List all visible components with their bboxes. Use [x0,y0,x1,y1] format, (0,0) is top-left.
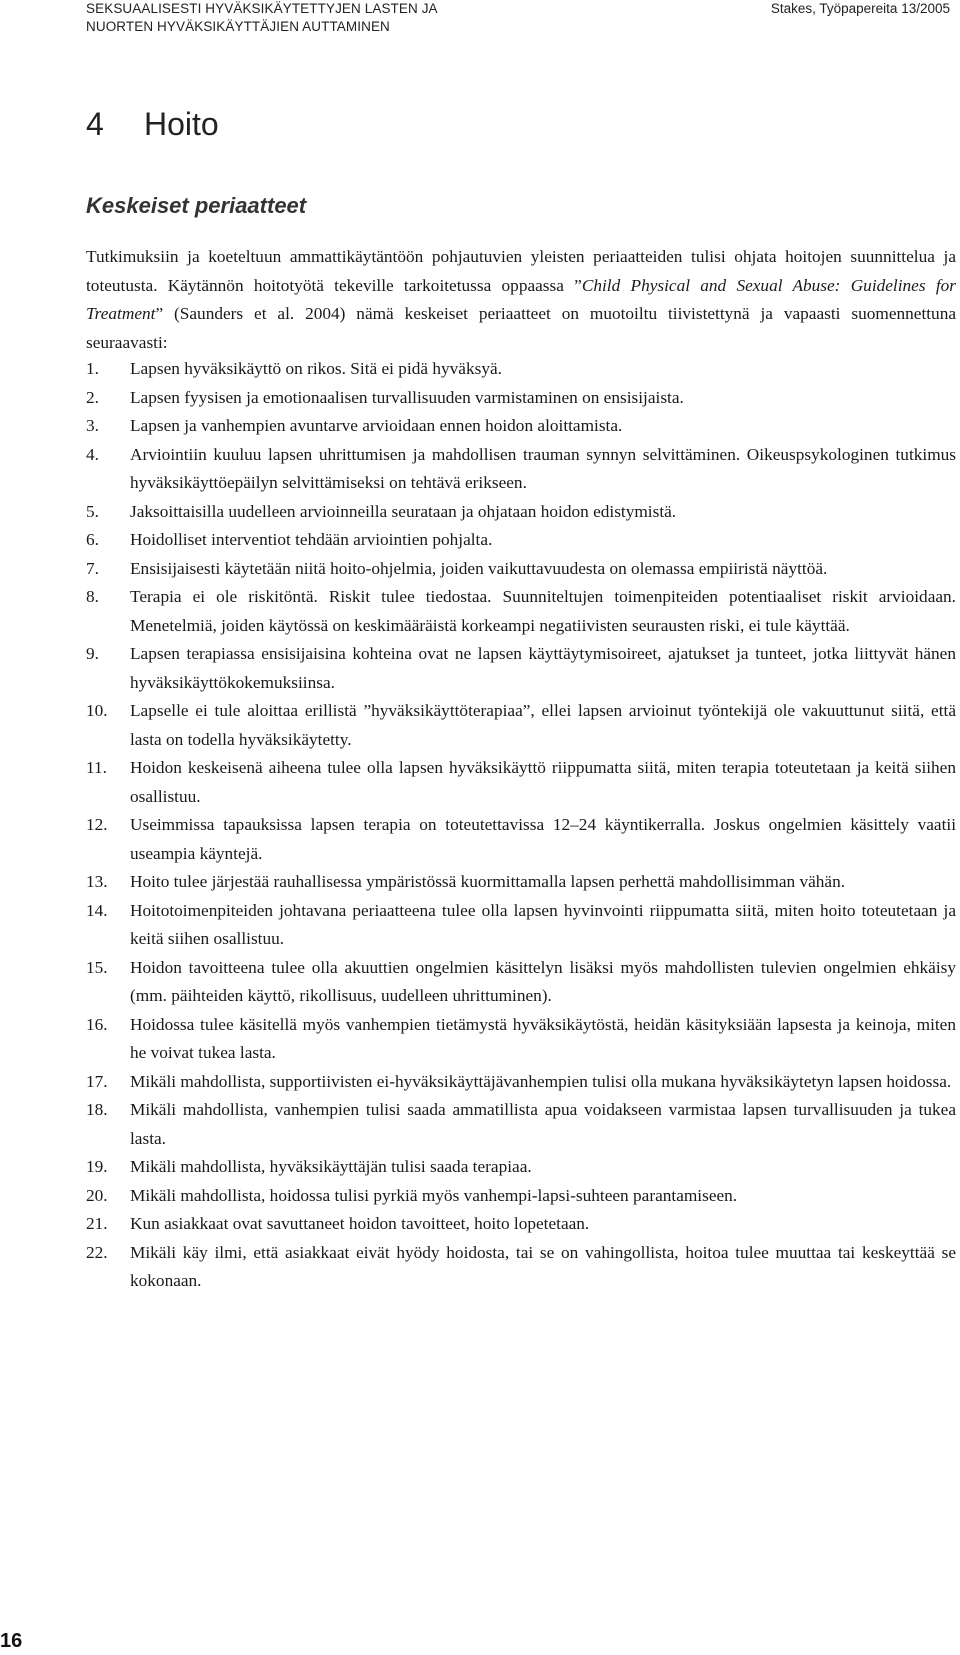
list-item [86,868,956,897]
list-item-number: 19. [86,1157,108,1176]
intro-text-end: ” (Saunders et al. 2004) nämä keskeiset periaatteet on muotoiltu tiivistettynä ja vapaasti suomennettuna seuraavasti: [86,304,956,352]
list-item-number: 1. [86,359,99,378]
list-item [86,441,956,498]
list-item-number: 22. [86,1242,108,1262]
list-item-number: 11. [86,758,107,777]
intro-text-start: Tutkimuksiin ja koeteltuun ammattikäytäntöön pohjautuvien yleisten periaatteiden tulisi ohjata hoitojen suunnittelua ja toteutusta. Käytännön hoitotyötä tekeville tarkoitetussa oppaassa ” [86,247,956,295]
list-item-number: 8. [86,587,99,606]
list-item-text: Mikäli mahdollista, vanhempien tulisi saada ammatillista apua voidakseen varmistaa lapsen turvallisuuden ja tukea lasta. [130,1100,956,1148]
page-number: 16 [0,1630,23,1652]
list-item-number: 14. [86,900,108,920]
list-item-text: Ensisijaisesti käytetään niitä hoito-ohjelmia, joiden vaikuttavuudesta on olemassa empiiristä näyttöä. [130,558,828,578]
principles-list [86,355,956,1296]
list-item [86,897,956,954]
list-item [86,1153,956,1182]
list-item-text: Useimmissa tapauksissa lapsen terapia on toteutettavissa 12–24 käyntikerralla. Joskus ongelmien käsittely vaatii useampia käyntejä. [130,815,956,863]
list-item-text: Mikäli mahdollista, hyväksikäyttäjän tulisi saada terapiaa. [130,1157,532,1176]
list-item-number: 21. [86,1214,108,1233]
chapter-heading [86,106,219,143]
list-item [86,526,956,555]
list-item [86,1239,956,1296]
list-item [86,355,956,384]
list-item-text: Kun asiakkaat ovat savuttaneet hoidon tavoitteet, hoito lopetetaan. [130,1214,590,1233]
list-item-text: Hoito tulee järjestää rauhallisessa ympäristössä kuormittamalla lapsen perhettä mahdollisimman vähän. [130,872,846,891]
list-item [86,1210,956,1239]
list-item-text: Hoidon tavoitteena tulee olla akuuttien ongelmien käsittelyn lisäksi myös mahdollisten tulevien ongelmien ehkäisy (mm. päihteiden käyttö, rikollisuus, uudelleen uhrittuminen). [130,957,956,1005]
list-item-text: Mikäli käy ilmi, että asiakkaat eivät hyödy hoidosta, tai se on vahingollista, hoitoa tulee muuttaa tai keskeyttää se kokonaan. [130,1242,956,1290]
list-item-number: 9. [86,644,99,663]
list-item [86,412,956,441]
chapter-title: Hoito [144,106,219,142]
list-item-number: 20. [86,1185,108,1205]
list-item [86,1068,956,1097]
list-item-text: Jaksoittaisilla uudelleen arvioinneilla seurataan ja ohjataan hoidon edistymistä. [130,501,677,521]
running-header-title: SEKSUAALISESTI HYVÄKSIKÄYTETTYJEN LASTEN JA NUORTEN HYVÄKSIKÄYTTÄJIEN AUTTAMINEN [86,1,438,34]
list-item [86,384,956,413]
list-item-number: 3. [86,416,99,435]
list-item-text: Arviointiin kuuluu lapsen uhrittumisen ja mahdollisen trauman synnyn selvittäminen. Oikeuspsykologinen tutkimus hyväksikäyttöepäilyn selvittämiseksi on tehtävä erikseen. [130,444,956,492]
list-item-number: 16. [86,1014,108,1034]
guide-title: Child Physical and Sexual Abuse: Guidelines for Treatment [86,275,956,323]
intro-paragraph [86,243,956,357]
list-item [86,1182,956,1211]
list-item-number: 7. [86,558,99,578]
list-item [86,555,956,584]
list-item-text: Lapsen terapiassa ensisijaisina kohteina ovat ne lapsen käyttäytymisoireet, ajatukset ja tunteet, jotka liittyvät hänen hyväksikäyttökokemuksiinsa. [130,644,956,692]
list-item-number: 2. [86,387,99,407]
list-item [86,754,956,811]
list-item-number: 12. [86,815,108,834]
list-item-text: Lapsen ja vanhempien avuntarve arvioidaan ennen hoidon aloittamista. [130,416,623,435]
list-item-text: Lapsen fyysisen ja emotionaalisen turvallisuuden varmistaminen on ensisijaista. [130,387,684,407]
list-item [86,811,956,868]
list-item-text: Hoitotoimenpiteiden johtavana periaatteena tulee olla lapsen hyvinvointi riippumatta siitä, miten hoito toteutetaan ja keitä siihen osallistuu. [130,900,956,948]
list-item-text: Hoidolliset interventiot tehdään arviointien pohjalta. [130,530,493,549]
list-item-number: 6. [86,530,99,549]
list-item-number: 18. [86,1100,108,1119]
list-item [86,1011,956,1068]
list-item-number: 17. [86,1071,108,1091]
list-item-number: 10. [86,701,108,720]
running-header-publication: Stakes, Työpapereita 13/2005 [770,1,950,16]
list-item-number: 4. [86,444,99,464]
list-item-text: Lapselle ei tule aloittaa erillistä ”hyväksikäyttöterapiaa”, ellei lapsen arvioinut työntekijä ole vakuuttunut siitä, että lasta on todella hyväksikäytetty. [130,701,956,749]
list-item-text: Lapsen hyväksikäyttö on rikos. Sitä ei pidä hyväksyä. [130,359,502,378]
list-item-text: Hoidossa tulee käsitellä myös vanhempien tietämystä hyväksikäytöstä, heidän käsityksiään lapsesta ja keinoja, miten he voivat tukea lasta. [130,1014,956,1062]
list-item [86,583,956,640]
list-item [86,1096,956,1153]
list-item-text: Terapia ei ole riskitöntä. Riskit tulee tiedostaa. Suunniteltujen toimenpiteiden potentiaaliset riskit arvioidaan. Menetelmiä, joiden käytössä on keskimääräistä korkeampi negatiivisten seurausten riski, ei tule käyttää. [130,587,956,635]
list-item [86,954,956,1011]
list-item [86,640,956,697]
list-item [86,498,956,527]
section-heading: Keskeiset periaatteet [86,193,307,218]
list-item-text: Mikäli mahdollista, supportiivisten ei-hyväksikäyttäjävanhempien tulisi olla mukana hyväksikäytetyn lapsen hoidossa. [130,1071,952,1091]
list-item-number: 13. [86,872,108,891]
list-item-text: Hoidon keskeisenä aiheena tulee olla lapsen hyväksikäyttö riippumatta siitä, miten terapia toteutetaan ja keitä siihen osallistuu. [130,758,956,806]
list-item-number: 5. [86,501,99,521]
list-item [86,697,956,754]
list-item-text: Mikäli mahdollista, hoidossa tulisi pyrkiä myös vanhempi-lapsi-suhteen parantamiseen. [130,1185,738,1205]
list-item-number: 15. [86,957,108,977]
chapter-number: 4 [86,106,104,142]
